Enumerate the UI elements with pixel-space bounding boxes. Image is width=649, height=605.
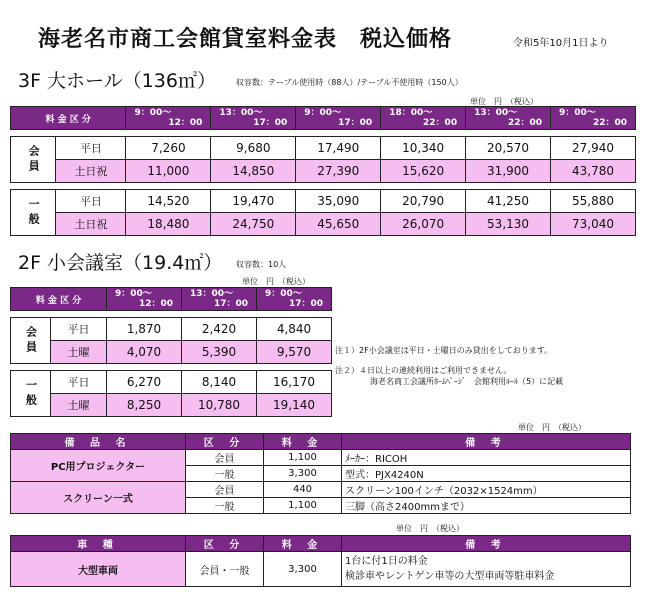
equipment-table	[10, 433, 631, 514]
price-cell: 55,880	[551, 190, 636, 213]
equipment-name: スクリーン一式	[11, 482, 186, 514]
fee-cell: 1,100	[264, 498, 342, 514]
small-time-2: 13：00～ 17：00	[182, 288, 257, 311]
hall-header-row	[11, 107, 636, 130]
hall-unit: 単位 円 （税込）	[470, 97, 538, 106]
category-cell: 一般	[186, 498, 264, 514]
table-row	[11, 394, 332, 417]
small-room-title: 2F 小会議室（19.4㎡）	[18, 252, 223, 274]
category-cell: 会員・一般	[186, 552, 264, 587]
price-cell: 20,570	[466, 137, 551, 160]
fee-cell: 1,100	[264, 450, 342, 466]
small-room-unit: 単位 円 （税込）	[242, 277, 310, 286]
hall-time-3: 9：00～ 17：00	[296, 107, 381, 130]
remark-cell: スクリーン100インチ（2032×1524mm）	[342, 482, 631, 498]
small-note-2: 注２）４日以上の連続利用はご利用できません。	[335, 366, 512, 375]
day-label: 土曜	[51, 341, 107, 364]
price-cell: 27,390	[296, 160, 381, 183]
price-cell: 10,780	[182, 394, 257, 417]
day-label: 平日	[56, 137, 126, 160]
hall-group-general: 一般	[11, 190, 56, 236]
price-cell: 41,250	[466, 190, 551, 213]
price-cell: 14,850	[211, 160, 296, 183]
remark-cell	[342, 552, 631, 587]
price-cell: 31,900	[466, 160, 551, 183]
price-cell: 8,250	[107, 394, 182, 417]
table-row	[11, 552, 631, 587]
hall-time-4: 18：00～ 22：00	[381, 107, 466, 130]
effective-date: 令和5年10月1日より	[513, 38, 609, 49]
small-note-1: 注１）2F小会議室は平日・土曜日のみ貸出をしております。	[335, 346, 553, 355]
remark-cell: 三脚（高さ2400mmまで）	[342, 498, 631, 514]
price-cell: 53,130	[466, 213, 551, 236]
price-cell: 43,780	[551, 160, 636, 183]
hall-time-2: 13：00～ 17：00	[211, 107, 296, 130]
price-cell: 73,040	[551, 213, 636, 236]
fee-cell: 3,300	[264, 552, 342, 587]
equipment-header-remarks: 備 考	[342, 434, 631, 450]
table-row	[11, 190, 636, 213]
price-cell: 4,070	[107, 341, 182, 364]
price-cell: 19,140	[257, 394, 332, 417]
price-cell: 9,680	[211, 137, 296, 160]
price-cell: 4,840	[257, 318, 332, 341]
vehicle-header-fee: 料 金	[264, 536, 342, 552]
table-row	[11, 450, 631, 466]
table-row	[11, 213, 636, 236]
table-row	[11, 371, 332, 394]
price-cell: 19,470	[211, 190, 296, 213]
price-cell: 7,260	[126, 137, 211, 160]
equipment-header-row	[11, 434, 631, 450]
price-cell: 17,490	[296, 137, 381, 160]
day-label: 平日	[51, 371, 107, 394]
price-cell: 9,570	[257, 341, 332, 364]
page-title: 海老名市商工会館貸室料金表 税込価格	[38, 27, 453, 52]
vehicle-remark-1: 1台に付1日の料金	[345, 556, 428, 567]
day-label: 平日	[51, 318, 107, 341]
remark-cell: ﾒｰｶｰ：RICOH	[342, 450, 631, 466]
hall-header-label: 料 金 区 分	[11, 107, 126, 130]
price-cell: 15,620	[381, 160, 466, 183]
fee-cell: 3,300	[264, 466, 342, 482]
equipment-header-fee: 料 金	[264, 434, 342, 450]
hall-group-member: 会員	[11, 137, 56, 183]
remark-cell: 型式：PJX4240N	[342, 466, 631, 482]
day-label: 土曜	[51, 394, 107, 417]
day-label: 平日	[56, 190, 126, 213]
equipment-header-name: 備 品 名	[11, 434, 186, 450]
table-row	[11, 160, 636, 183]
small-time-1: 9：00～ 12：00	[107, 288, 182, 311]
equipment-name: PC用プロジェクター	[11, 450, 186, 482]
vehicle-header-type: 車 種	[11, 536, 186, 552]
price-cell: 11,000	[126, 160, 211, 183]
price-cell: 6,270	[107, 371, 182, 394]
vehicle-table	[10, 535, 631, 587]
small-group-general: 一般	[11, 371, 51, 417]
price-cell: 18,480	[126, 213, 211, 236]
price-cell: 45,650	[296, 213, 381, 236]
small-note-2-detail: 海老名商工会議所ﾎｰﾑﾍﾟｰｼﾞ 会館利用ﾙｰﾙ（5）に記載	[370, 377, 564, 386]
vehicle-header-category: 区 分	[186, 536, 264, 552]
price-cell: 14,520	[126, 190, 211, 213]
hall-capacity: 収容数：テーブル使用時（88人）/テーブル不使用時（150人）	[236, 78, 463, 87]
price-cell: 20,790	[381, 190, 466, 213]
fee-cell: 440	[264, 482, 342, 498]
table-row	[11, 482, 631, 498]
hall-time-5: 13：00～ 22：00	[466, 107, 551, 130]
price-cell: 35,090	[296, 190, 381, 213]
table-row	[11, 341, 332, 364]
price-cell: 26,070	[381, 213, 466, 236]
vehicle-header-remarks: 備 考	[342, 536, 631, 552]
vehicle-unit: 単位 円 （税込）	[396, 524, 464, 533]
small-time-3: 9：00～ 17：00	[257, 288, 332, 311]
price-cell: 1,870	[107, 318, 182, 341]
price-cell: 16,170	[257, 371, 332, 394]
category-cell: 一般	[186, 466, 264, 482]
hall-title: 3F 大ホール（136㎡）	[18, 70, 216, 92]
vehicle-name: 大型車両	[11, 552, 186, 587]
hall-time-6: 9：00～ 22：00	[551, 107, 636, 130]
day-label: 土日祝	[56, 160, 126, 183]
vehicle-remark-2: 検診車やレントゲン車等の大型車両等駐車料金	[345, 571, 555, 582]
hall-price-table	[10, 106, 636, 236]
price-cell: 8,140	[182, 371, 257, 394]
small-group-member: 会員	[11, 318, 51, 364]
price-cell: 10,340	[381, 137, 466, 160]
price-cell: 24,750	[211, 213, 296, 236]
small-room-price-table	[10, 287, 332, 417]
price-cell: 27,940	[551, 137, 636, 160]
small-header-row	[11, 288, 332, 311]
table-row	[11, 318, 332, 341]
price-cell: 2,420	[182, 318, 257, 341]
small-header-label: 料 金 区 分	[11, 288, 107, 311]
table-row	[11, 137, 636, 160]
equipment-header-category: 区 分	[186, 434, 264, 450]
equipment-unit: 単位 円 （税込）	[518, 423, 586, 432]
category-cell: 会員	[186, 482, 264, 498]
small-room-capacity: 収容数：10人	[236, 260, 287, 269]
hall-time-1: 9：00～ 12：00	[126, 107, 211, 130]
category-cell: 会員	[186, 450, 264, 466]
price-cell: 5,390	[182, 341, 257, 364]
day-label: 土日祝	[56, 213, 126, 236]
vehicle-header-row	[11, 536, 631, 552]
